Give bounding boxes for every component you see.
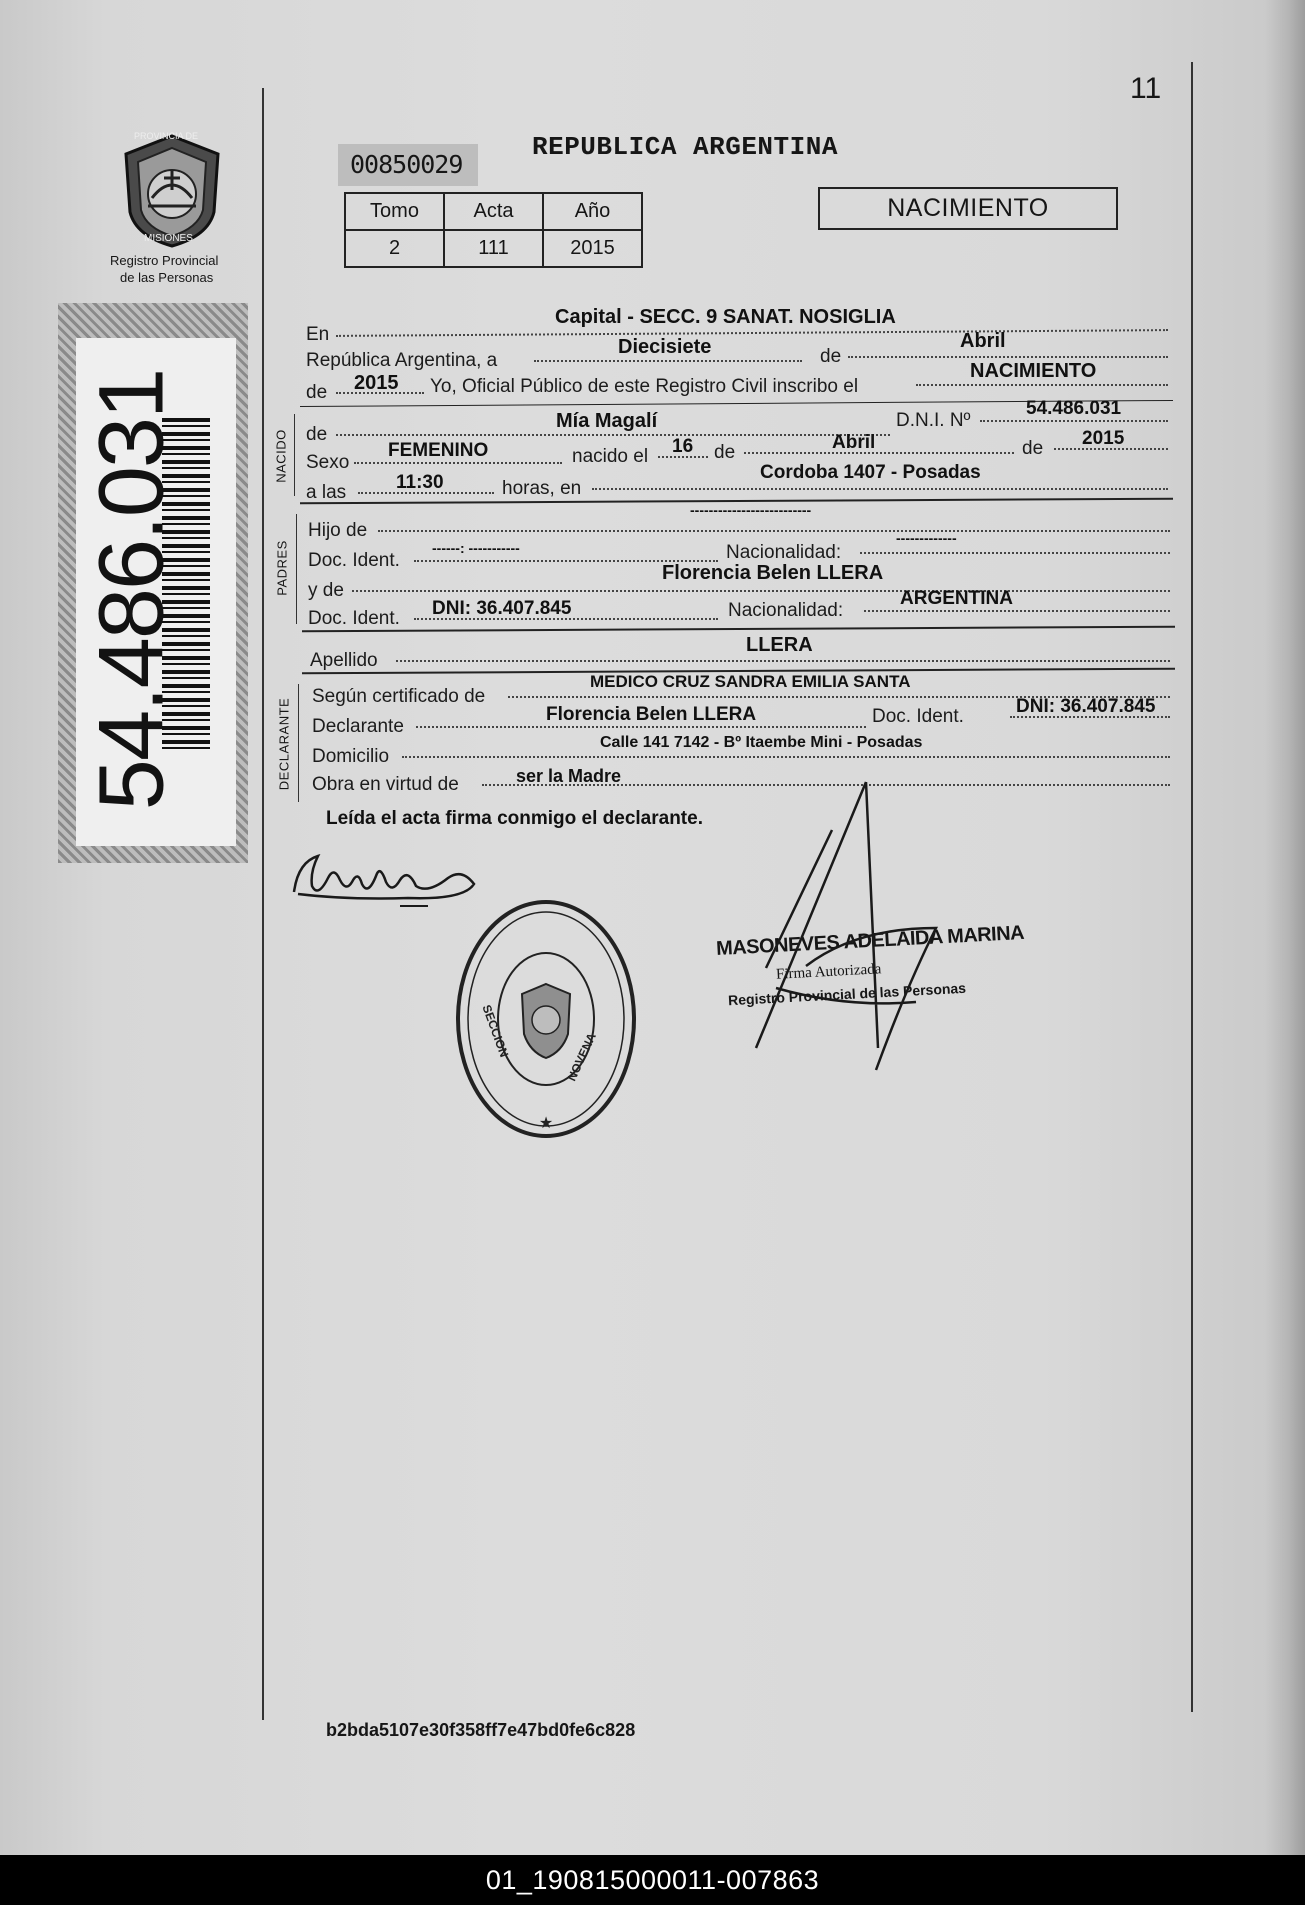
de-label-1: de (820, 346, 842, 367)
a-las-label: a las (306, 482, 347, 503)
decl-label: Declarante (312, 716, 404, 737)
official-name: MASONEVES ADELAIDA MARINA (715, 921, 1025, 961)
name-dots (336, 434, 890, 436)
birth-place: Cordoba 1407 - Posadas (760, 462, 981, 483)
padres-divider (302, 626, 1175, 633)
hijo-value: -------------------------- (690, 502, 812, 518)
record-table (344, 192, 643, 268)
day-dots (534, 360, 802, 362)
birth-de-label: de (714, 442, 736, 463)
apellido-dots (396, 660, 1170, 662)
domicilio-label: Domicilio (312, 746, 390, 767)
domicilio-value: Calle 141 7142 - Bº Itaembe Mini - Posadas (600, 734, 923, 751)
dni-label: D.N.I. Nº (896, 410, 971, 431)
de-label-2: de (306, 382, 328, 403)
nac2-dots (864, 610, 1170, 612)
month-value: Abril (960, 330, 1006, 352)
nac1-dots (860, 552, 1170, 554)
nacido-de-label: de (306, 424, 328, 445)
padres-label-wrap (274, 540, 290, 596)
nacido-bracket (294, 414, 295, 496)
page-number: 11 (1130, 72, 1162, 105)
obra-value: ser la Madre (516, 766, 622, 786)
padres-section-label: PADRES (274, 540, 290, 596)
tomo-value: 2 (345, 230, 444, 267)
birth-day: 16 (672, 436, 694, 457)
ano-header: Año (543, 193, 642, 230)
declarante-label-wrap (276, 697, 292, 791)
left-margin-line (262, 88, 264, 1720)
place-dots (592, 488, 1168, 490)
seal-inner-left: SECCION (479, 1002, 512, 1060)
yde-label: y de (308, 580, 344, 601)
barcode-number: 54.486.031 (80, 369, 183, 811)
apellido-value: LLERA (746, 634, 813, 656)
closing-statement: Leída el acta firma conmigo el declarante. (326, 808, 703, 829)
document-hash: b2bda5107e30f358ff7e47bd0fe6c828 (326, 1720, 636, 1740)
logo-text-top: PROVINCIA DE (134, 131, 199, 141)
docid-label: Doc. Ident. (872, 706, 964, 727)
country-title: REPUBLICA ARGENTINA (532, 132, 838, 162)
nac2-value: ARGENTINA (900, 588, 1013, 609)
domicilio-dots (402, 756, 1170, 758)
mother-name: Florencia Belen LLERA (662, 562, 884, 584)
nac1-label: Nacionalidad: (726, 542, 842, 563)
seal-inner-right: NOVENA (564, 1030, 599, 1084)
segun-value: MEDICO CRUZ SANDRA EMILIA SANTA (590, 672, 911, 691)
birth-year: 2015 (1082, 428, 1125, 449)
record-type-box: NACIMIENTO (818, 187, 1118, 230)
apellido-label: Apellido (310, 650, 378, 671)
official-title: Firma Autorizada (775, 961, 882, 983)
registry-label-line2: de las Personas (120, 270, 214, 285)
tomo-header: Tomo (345, 193, 444, 230)
docid-value: DNI: 36.407.845 (1016, 696, 1156, 717)
nac2-label: Nacionalidad: (728, 600, 844, 621)
birth-month-dots (744, 452, 1014, 454)
yo-label: Yo, Oficial Público de este Registro Civil inscribo el (430, 376, 859, 397)
official-signature (746, 778, 946, 1078)
sexo-label: Sexo (306, 452, 350, 473)
declarante-section-label: DECLARANTE (276, 697, 292, 791)
doc2-value: DNI: 36.407.845 (432, 598, 572, 619)
logo-text-bottom: MISIONES (144, 233, 193, 244)
barcode-number-wrap (80, 369, 183, 811)
inscribo-dots (916, 384, 1168, 386)
birth-month: Abril (832, 432, 876, 453)
hijo-label: Hijo de (308, 520, 368, 541)
mother-dots (352, 590, 1170, 592)
ano-value: 2015 (543, 230, 642, 267)
serial-number: 00850029 (350, 150, 463, 179)
horas-label: horas, en (502, 478, 582, 499)
day-value: Diecisiete (618, 336, 712, 358)
child-name: Mía Magalí (556, 410, 658, 432)
sexo-dots (354, 462, 562, 464)
footer-id: 01_190815000011-007863 (0, 1855, 1305, 1905)
nacido-label-wrap (273, 429, 289, 483)
svg-text:★: ★ (538, 1115, 554, 1132)
padres-bracket (296, 514, 297, 624)
obra-label: Obra en virtud de (312, 774, 459, 795)
en-label: En (306, 324, 330, 345)
doc1-value: ------: ----------- (432, 540, 520, 556)
inscribo-value: NACIMIENTO (970, 360, 1097, 382)
decl-dots (416, 726, 866, 728)
month-dots (848, 356, 1168, 358)
hijo-dots (378, 530, 1170, 532)
year-value: 2015 (354, 372, 399, 394)
declarante-bracket (298, 684, 299, 802)
republica-label: República Argentina, a (306, 350, 498, 371)
doc2-label: Doc. Ident. (308, 608, 400, 629)
segun-label: Según certificado de (312, 686, 486, 707)
dni-value: 54.486.031 (1026, 398, 1122, 419)
official-office: Registro Provincial de las Personas (727, 979, 967, 1009)
en-dots (336, 329, 1168, 337)
nacido-section-label: NACIDO (273, 429, 289, 483)
nacido-el-label: nacido el (572, 446, 649, 467)
birth-de-label-2: de (1022, 438, 1044, 459)
registry-label-line1: Registro Provincial (110, 253, 219, 268)
en-value: Capital - SECC. 9 SANAT. NOSIGLIA (555, 306, 896, 328)
doc1-label: Doc. Ident. (308, 550, 400, 571)
dni-dots (980, 420, 1168, 422)
nac1-value: ------------- (896, 530, 957, 546)
acta-value: 111 (444, 230, 543, 267)
birth-time: 11:30 (396, 472, 444, 493)
decl-value: Florencia Belen LLERA (546, 704, 757, 725)
acta-header: Acta (444, 193, 543, 230)
sexo-value: FEMENINO (388, 440, 489, 461)
right-margin-line (1191, 62, 1193, 1712)
